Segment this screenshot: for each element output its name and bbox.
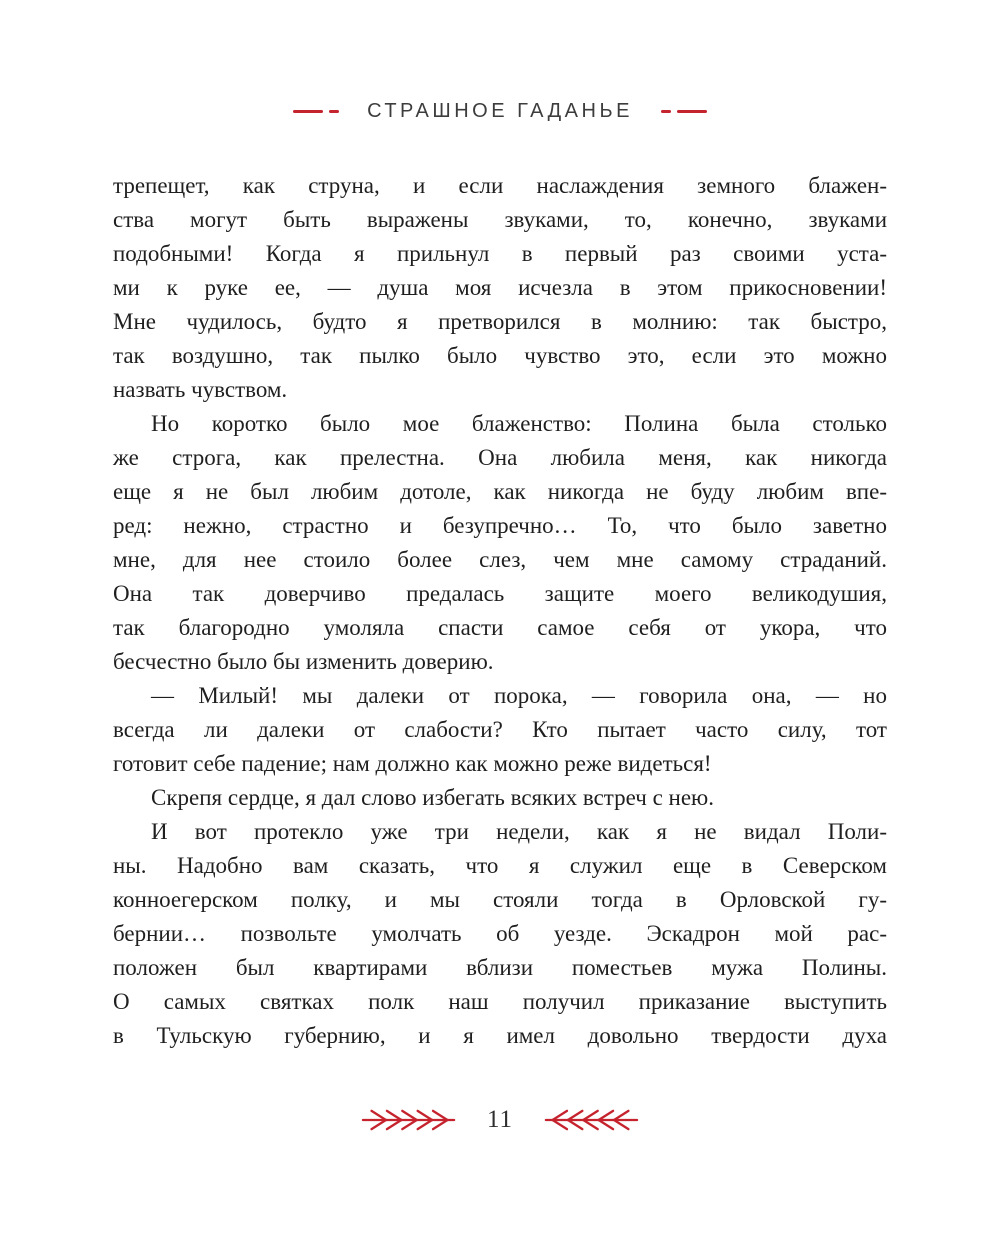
paragraph — [113, 815, 887, 1053]
page-body — [113, 169, 887, 1053]
paragraph — [113, 781, 887, 815]
text-line: всегда ли далеки от слабости? Кто пытает часто силу, тот — [113, 717, 887, 742]
text-line: так благородно умоляла спасти самое себя от укора, что — [113, 615, 887, 640]
text-line: мне, для нее стоило более слез, чем мне самому страданий. — [113, 547, 887, 572]
header-dash-ornament-left-icon — [293, 110, 339, 114]
text-line: подобными! Когда я прильнул в первый раз своими уста- — [113, 241, 887, 266]
page-number: 11 — [486, 1106, 514, 1133]
dash-short-icon — [329, 110, 339, 114]
page-footer — [0, 1106, 1000, 1134]
text-line: в Тульскую губернию, и я имел довольно твердости духа — [113, 1023, 887, 1048]
text-line: же строга, как прелестна. Она любила меня, как никогда — [113, 445, 887, 470]
text-line: ред: нежно, страстно и безупречно… То, что было заветно — [113, 513, 887, 538]
text-line: бернии… позвольте умолчать об уезде. Эскадрон мой рас- — [113, 921, 887, 946]
footer-branch-ornament-right-icon — [543, 1107, 639, 1133]
text-line: Скрепя сердце, я дал слово избегать всяких встреч с нею. — [151, 785, 714, 810]
text-line: положен был квартирами вблизи поместьев мужа Полины. — [113, 955, 887, 980]
chapter-title: СТРАШНОЕ ГАДАНЬЕ — [367, 100, 633, 122]
text-line: ми к руке ее, — душа моя исчезла в этом прикосновении! — [113, 275, 887, 300]
text-line: бесчестно было бы изменить доверию. — [113, 649, 494, 674]
dash-long-icon — [677, 110, 707, 114]
text-line: О самых святках полк наш получил приказание выступить — [113, 989, 887, 1014]
text-line: так воздушно, так пылко было чувство это, если это можно — [113, 343, 887, 368]
text-line: еще я не был любим дотоле, как никогда не буду любим впе- — [113, 479, 887, 504]
text-line: Она так доверчиво предалась защите моего великодушия, — [113, 581, 887, 606]
dash-short-icon — [661, 110, 671, 114]
text-line: ства могут быть выражены звуками, то, конечно, звуками — [113, 207, 887, 232]
header-dash-ornament-right-icon — [661, 110, 707, 114]
text-line: И вот протекло уже три недели, как я не видал Поли- — [151, 819, 887, 844]
text-line: Мне чудилось, будто я претворился в молнию: так быстро, — [113, 309, 887, 334]
text-line: Но коротко было мое блаженство: Полина была столько — [151, 411, 887, 436]
paragraph — [113, 169, 887, 407]
chapter-header — [0, 0, 1000, 123]
paragraph — [113, 679, 887, 781]
text-line: конноегерском полку, и мы стояли тогда в Орловской гу- — [113, 887, 887, 912]
footer-branch-ornament-left-icon — [361, 1107, 457, 1133]
text-line: готовит себе падение; нам должно как можно реже видеться! — [113, 751, 712, 776]
text-line: назвать чувством. — [113, 377, 288, 402]
dash-long-icon — [293, 110, 323, 114]
text-line: — Милый! мы далеки от порока, — говорила она, — но — [151, 683, 887, 708]
text-line: ны. Надобно вам сказать, что я служил еще в Северском — [113, 853, 887, 878]
text-line: трепещет, как струна, и если наслаждения земного блажен- — [113, 173, 887, 198]
paragraph — [113, 407, 887, 679]
